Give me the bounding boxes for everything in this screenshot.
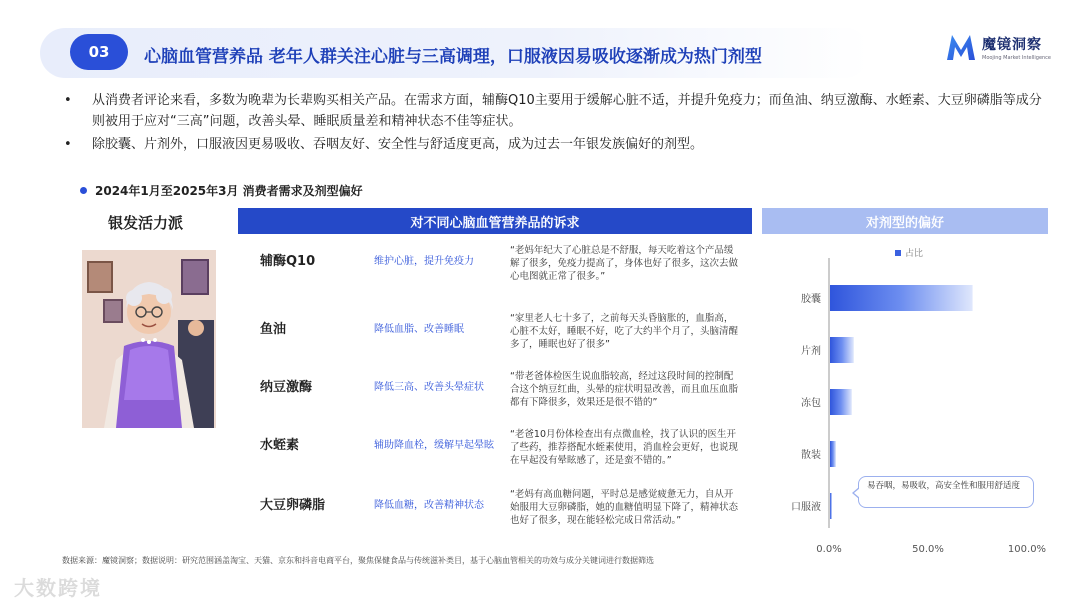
needs-table-header: 对不同心脑血管营养品的诉求 xyxy=(238,208,752,234)
x-tick-label: 0.0% xyxy=(816,544,842,555)
table-row xyxy=(238,428,752,484)
legend-label: 占比 xyxy=(905,249,924,259)
product-need: 辅助降血栓，缓解早起晕眩 xyxy=(374,440,494,451)
category-label: 口服液 xyxy=(791,502,821,513)
x-tick-label: 100.0% xyxy=(1007,544,1047,555)
section-number-badge: 03 xyxy=(70,34,128,70)
page-title: 心脑血管营养品 老年人群关注心脏与三高调理，口服液因易吸收逐渐成为热门剂型 xyxy=(144,47,762,67)
x-tick-label: 50.0% xyxy=(912,544,944,555)
bullet-item: • 除胶囊、片剂外，口服液因更易吸收、吞咽友好、安全性与舒适度更高，成为过去一年银发族偏好的剂型。 xyxy=(62,134,1052,155)
logo-name: 魔镜洞察 xyxy=(982,36,1042,53)
category-label: 冻包 xyxy=(801,398,821,409)
elderly-woman-icon xyxy=(82,250,216,428)
product-need: 降低血脂、改善睡眠 xyxy=(374,324,464,335)
data-source-note: 数据来源：魔镜洞察；数据说明：研究范围涵盖淘宝、天猫、京东和抖音电商平台，聚焦保健食品与传统滋补类目，基于心脑血管相关的功效与成分关键词进行数据筛选 xyxy=(62,556,654,565)
section-title xyxy=(80,182,363,199)
consumer-quote: “老妈有高血糖问题，平时总是感觉疲惫无力，自从开始服用大豆卵磷脂，她的血糖值明显下降了，精神状态也好了很多，现在能轻松完成日常活动。” xyxy=(510,489,739,526)
category-label: 片剂 xyxy=(801,346,821,357)
table-row xyxy=(238,488,752,544)
table-row xyxy=(238,370,752,426)
product-need: 维护心脏，提升免疫力 xyxy=(374,256,474,267)
persona-illustration xyxy=(82,250,216,428)
consumer-quote: “带老爸体检医生说血脂较高，经过这段时间的控制配合这个纳豆红曲，头晕的症状明显改善，而且血压血脂都有下降很多，效果还是很不错的” xyxy=(510,371,739,408)
bullet-item: • 从消费者评论来看，多数为晚辈为长辈购买相关产品。在需求方面，辅酶Q10主要用于缓解心脏不适，并提升免疫力；而鱼油、纳豆激酶、水蛭素、大豆卵磷脂等成分则被用于应对“三高”问题，改善头晕、睡眠质量差和精神状态不佳等症状。 xyxy=(62,90,1052,132)
watermark: 大数跨境 xyxy=(14,576,102,600)
bar-3 xyxy=(830,441,836,467)
bar-1 xyxy=(830,337,854,363)
consumer-quote: “家里老人七十多了，之前每天头昏脑胀的，血脂高，心脏不太好，睡眠不好，吃了大约半个月了，头脑清醒多了，睡眠也好了很多” xyxy=(510,313,739,350)
summary-bullets xyxy=(62,90,1052,157)
form-preference-header: 对剂型的偏好 xyxy=(762,208,1048,234)
moojing-logo-icon xyxy=(944,30,978,64)
brand-logo xyxy=(944,30,1051,64)
bullet-dot-icon xyxy=(80,187,87,194)
bar-2 xyxy=(830,389,852,415)
product-name: 纳豆激酶 xyxy=(260,380,313,395)
product-name: 水蛭素 xyxy=(260,438,300,453)
persona-label: 银发活力派 xyxy=(108,214,184,232)
product-name: 大豆卵磷脂 xyxy=(260,498,326,513)
category-label: 胶囊 xyxy=(801,294,821,305)
product-name: 鱼油 xyxy=(260,322,287,337)
section-title-text: 2024年1月至2025年3月 消费者需求及剂型偏好 xyxy=(95,184,363,198)
product-name: 辅酶Q10 xyxy=(260,254,316,269)
bar-4 xyxy=(830,493,832,519)
consumer-quote: “老爸10月份体检查出有点微血栓，找了认识的医生开了些药，推荐搭配水蛭素使用，消血栓会更好，也说现在早起没有晕眩感了，还是蛮不错的。” xyxy=(510,429,739,466)
category-label: 散装 xyxy=(801,450,821,461)
logo-tagline: Moojing Market Intelligence xyxy=(982,54,1052,61)
oral-liquid-callout: 易吞咽，易吸收，高安全性和服用舒适度 xyxy=(858,476,1034,508)
bar-0 xyxy=(830,285,973,311)
product-need: 降低三高、改善头晕症状 xyxy=(374,382,484,393)
table-row xyxy=(238,244,752,300)
table-row xyxy=(238,312,752,368)
product-need: 降低血糖，改善精神状态 xyxy=(374,500,484,511)
consumer-quote: “老妈年纪大了心脏总是不舒服，每天吃着这个产品缓解了很多，免疫力提高了，身体也好了很多，这次去做心电图就正常了很多。” xyxy=(510,245,739,282)
